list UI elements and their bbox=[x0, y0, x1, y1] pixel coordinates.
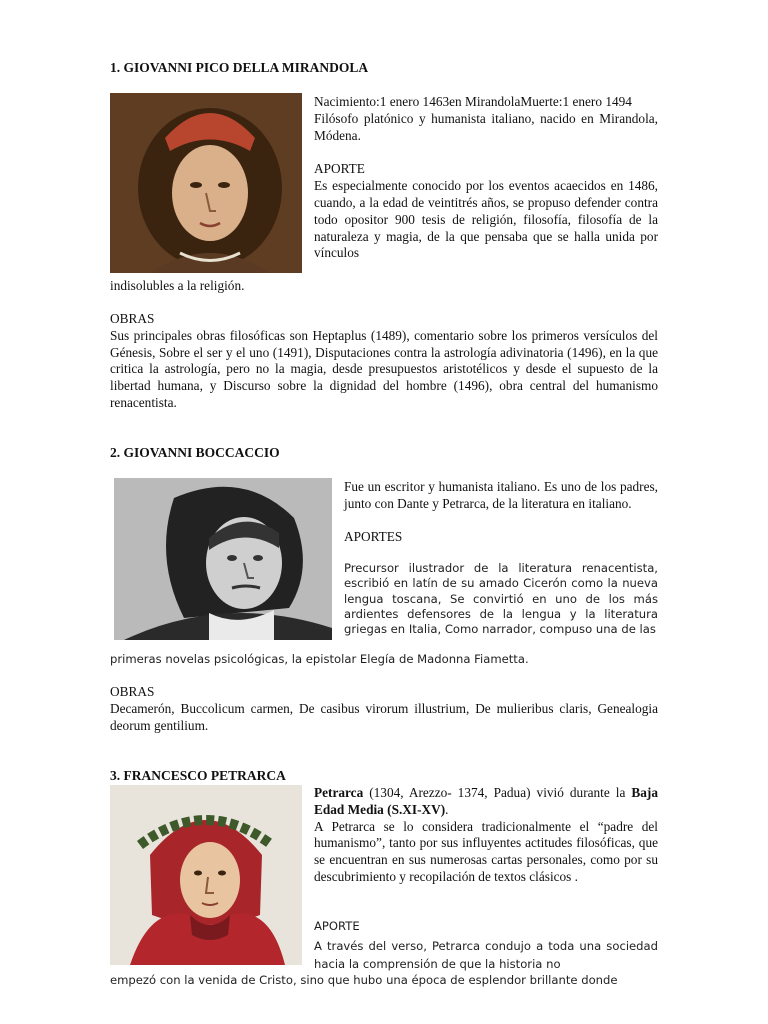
petrarca-aporte-tail: empezó con la venida de Cristo, sino que hubo una época de esplendor brillante donde bbox=[110, 973, 618, 987]
petrarca-aporte-text: A través del verso, Petrarca condujo a toda una sociedad hacia la comprensión de que la historia no bbox=[314, 939, 658, 971]
petrarca-life bbox=[314, 785, 658, 819]
petrarca-name: Petrarca bbox=[314, 785, 364, 800]
boccaccio-intro: Fue un escritor y humanista italiano. Es uno de los padres, junto con Dante y Petrarca, de la literatura en italiano. bbox=[344, 479, 658, 511]
boccaccio-aportes-tail: primeras novelas psicológicas, la epistolar Elegía de Madonna Fiametta. bbox=[110, 652, 529, 666]
pico-obras-block bbox=[110, 311, 658, 412]
pico-aporte-text: Es especialmente conocido por los eventos acaecidos en 1486, cuando, a la edad de veintitrés años, se propuso defender contra todo opositor 900 tesis de religión, filosofía, filosofía de la naturaleza y magia, de la que pensaba que se halla unida por vínculos bbox=[314, 178, 658, 261]
section-2-heading: 2. GIOVANNI BOCCACCIO bbox=[110, 445, 280, 460]
pico-bio-description: Filósofo platónico y humanista italiano, nacido en Mirandola, Módena. bbox=[314, 110, 658, 143]
petrarca-life-text: (1304, Arezzo- 1374, Padua) vivió durante la bbox=[363, 785, 632, 800]
pico-portrait bbox=[110, 93, 302, 273]
petrarca-aporte-title: APORTE bbox=[314, 919, 360, 933]
boccaccio-obras-block bbox=[110, 684, 658, 734]
pico-obras-title: OBRAS bbox=[110, 311, 155, 326]
boccaccio-aportes-title: APORTES bbox=[344, 528, 403, 544]
pico-obras-text: Sus principales obras filosóficas son Heptaplus (1489), comentario sobre los primeros versículos del Génesis, Sobre el ser y el uno (1491), Disputaciones contra la astrología adivinatoria (1496), en la que critica la astrología, pero no la magia, desde presupuestos aristotélicos y desde el supuesto de la libertad humana, y Discurso sobre la dignidad del hombre (1496), obra central del humanismo renacentista. bbox=[110, 327, 658, 410]
pico-aporte-tail: indisolubles a la religión. bbox=[110, 278, 245, 293]
pico-text-block bbox=[314, 94, 658, 262]
section-1-heading: 1. GIOVANNI PICO DELLA MIRANDOLA bbox=[110, 60, 369, 75]
petrarca-intro: A Petrarca se lo considera tradicionalmente el “padre del humanismo”, tanto por sus influyentes actitudes filosóficas, que se encuentran en sus numerosas cartas personales, como por su descubrimiento y recopilación de textos clásicos . bbox=[314, 818, 658, 884]
boccaccio-obras-text: Decamerón, Buccolicum carmen, De casibus virorum illustrium, De mulieribus claris, Genealogia deorum gentilium. bbox=[110, 700, 658, 733]
petrarca-portrait bbox=[110, 785, 302, 965]
boccaccio-aportes-text: Precursor ilustrador de la literatura renacentista, escribió en latín de su amado Cicerón como la nueva lengua toscana, Se convirtió en uno de los más ardientes defensores de la lengua y la literatura griegas en Italia, Como narrador, compuso una de las bbox=[344, 561, 658, 637]
boccaccio-portrait bbox=[114, 478, 332, 640]
boccaccio-obras-title: OBRAS bbox=[110, 684, 155, 699]
petrarca-era-end: . bbox=[445, 801, 449, 817]
section-3-heading: 3. FRANCESCO PETRARCA bbox=[110, 768, 286, 783]
pico-aporte-title: APORTE bbox=[314, 161, 365, 177]
pico-bio-birth: Nacimiento:1 enero 1463en MirandolaMuerte:1 enero 1494 bbox=[314, 94, 632, 109]
petrarca-text-block bbox=[314, 785, 658, 886]
petrarca-era: Baja Edad Media (S.XI-XV) bbox=[314, 785, 658, 817]
boccaccio-text-block bbox=[344, 479, 658, 545]
